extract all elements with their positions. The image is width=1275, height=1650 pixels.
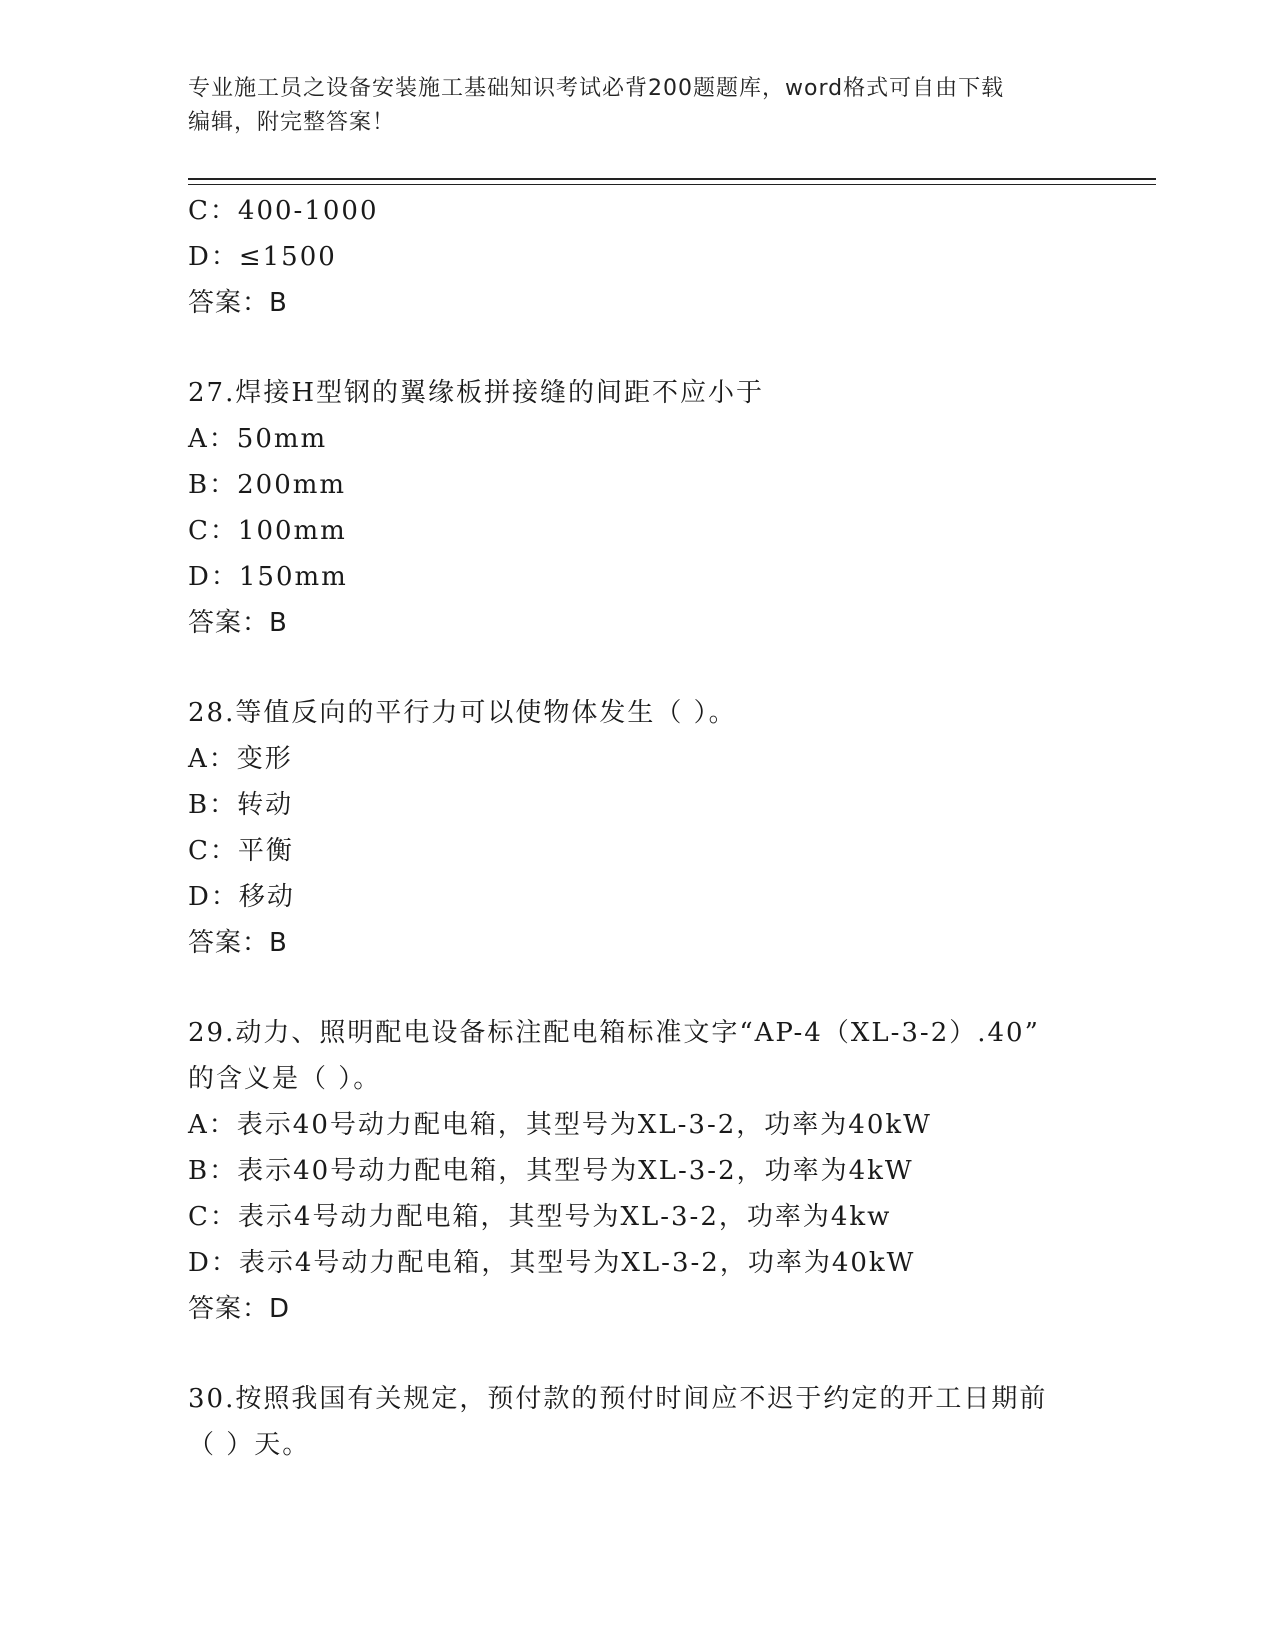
option-letter: C： <box>188 1202 238 1232</box>
question-stem-continued: 的含义是（ ）。 <box>188 1064 382 1094</box>
option-d <box>188 1240 1156 1286</box>
question-stem: 28.等值反向的平行力可以使物体发生（ ）。 <box>188 698 737 728</box>
header-line-1: 专业施工员之设备安装施工基础知识考试必背200题题库，word格式可自由下载 <box>188 76 1005 101</box>
answer-line: 答案：B <box>188 288 288 318</box>
answer-line: 答案：B <box>188 608 288 638</box>
option-text: 表示4号动力配电箱，其型号为XL-3-2，功率为4kw <box>237 1202 892 1232</box>
option-text: 150mm <box>238 562 348 592</box>
option-d <box>188 554 1156 600</box>
option-text: 平衡 <box>237 836 294 866</box>
option-text: 表示40号动力配电箱，其型号为XL-3-2，功率为4kW <box>237 1156 914 1186</box>
document-header <box>188 72 1088 140</box>
option-text: 表示40号动力配电箱，其型号为XL-3-2，功率为40kW <box>236 1110 932 1140</box>
option-letter: D： <box>188 882 239 912</box>
header-line-2: 编辑，附完整答案！ <box>188 110 396 135</box>
option-text: 表示4号动力配电箱，其型号为XL-3-2，功率为40kW <box>238 1248 916 1278</box>
question-28 <box>188 690 1156 966</box>
spacer <box>188 966 1156 1010</box>
option-text: 50mm <box>236 424 328 454</box>
option-letter: D： <box>188 1248 239 1278</box>
option-a <box>188 416 1156 462</box>
option-letter: A： <box>188 744 237 774</box>
spacer <box>188 1332 1156 1376</box>
option-letter: A： <box>188 1110 237 1140</box>
question-29 <box>188 1010 1156 1332</box>
question-27 <box>188 370 1156 646</box>
option-d <box>188 874 1156 920</box>
question-26-continuation <box>188 188 1156 326</box>
answer-line: 答案：B <box>188 928 288 958</box>
question-30 <box>188 1376 1156 1468</box>
option-letter: C： <box>188 196 238 226</box>
answer-line: 答案：D <box>188 1294 291 1324</box>
option-letter: B： <box>188 790 238 820</box>
question-stem-continued: （ ）天。 <box>188 1430 311 1460</box>
option-text: ≤1500 <box>238 242 337 272</box>
option-text: 变形 <box>236 744 293 774</box>
option-text: 400-1000 <box>237 196 379 226</box>
option-b <box>188 782 1156 828</box>
question-list <box>188 188 1156 1468</box>
option-letter: B： <box>188 470 238 500</box>
option-letter: D： <box>188 242 239 272</box>
option-a <box>188 736 1156 782</box>
option-c <box>188 1194 1156 1240</box>
option-b <box>188 462 1156 508</box>
option-letter: A： <box>188 424 237 454</box>
option-c <box>188 508 1156 554</box>
option-letter: D： <box>188 562 239 592</box>
option-text: 200mm <box>237 470 347 500</box>
option-text: 100mm <box>237 516 347 546</box>
option-a <box>188 1102 1156 1148</box>
question-stem: 27.焊接H型钢的翼缘板拼接缝的间距不应小于 <box>188 378 765 408</box>
header-divider <box>188 178 1156 185</box>
question-stem: 29.动力、照明配电设备标注配电箱标准文字“AP-4（XL-3-2）.40” <box>188 1018 1040 1048</box>
question-stem: 30.按照我国有关规定，预付款的预付时间应不迟于约定的开工日期前 <box>188 1384 1048 1414</box>
option-c <box>188 828 1156 874</box>
option-text: 转动 <box>237 790 294 820</box>
option-d <box>188 234 1156 280</box>
option-text: 移动 <box>238 882 295 912</box>
spacer <box>188 326 1156 370</box>
spacer <box>188 646 1156 690</box>
option-c <box>188 188 1156 234</box>
option-letter: C： <box>188 836 238 866</box>
option-letter: B： <box>188 1156 238 1186</box>
option-b <box>188 1148 1156 1194</box>
option-letter: C： <box>188 516 238 546</box>
